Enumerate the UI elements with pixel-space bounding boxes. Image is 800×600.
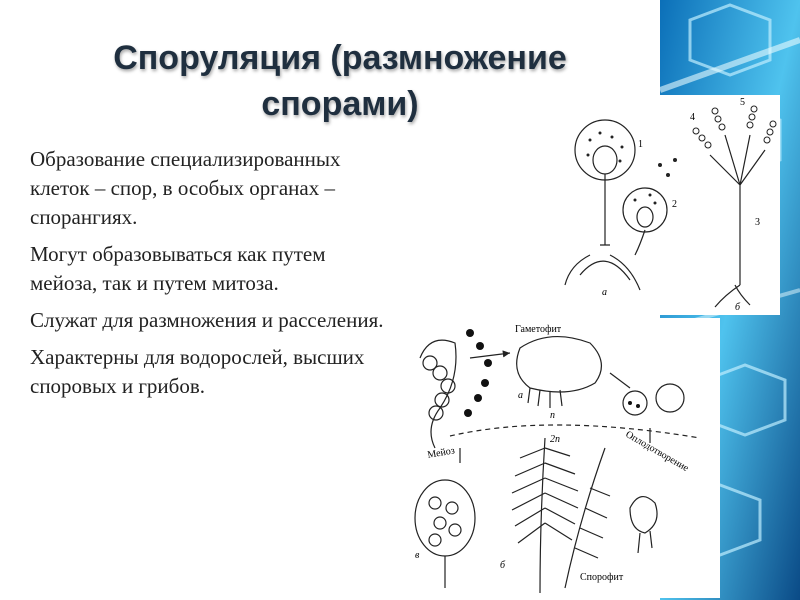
label-b-sporophyte: б (500, 560, 506, 571)
label-v: в (415, 550, 420, 561)
label-fertilization: Оплодотворение (623, 429, 691, 475)
label-a: а (602, 287, 607, 298)
label-gametophyte: Гаметофит (515, 324, 562, 335)
label-num-4: 4 (690, 112, 695, 123)
body-text (30, 145, 390, 409)
paragraph-4: Характерны для водорослей, высших споровых и грибов. (30, 345, 365, 398)
sporangia-illustration (550, 95, 780, 315)
label-num-5: 5 (740, 97, 745, 108)
label-n: n (550, 410, 555, 421)
paragraph-1: Образование специализированных клеток – спор, в особых органах – спорангиях. (30, 147, 341, 229)
label-num-1: 1 (638, 139, 643, 150)
label-meiosis: Мейоз (426, 445, 456, 461)
fern-life-cycle-illustration (400, 318, 720, 598)
slide-title-line2: спорами) (261, 85, 419, 123)
paragraph-3: Служат для размножения и расселения. (30, 308, 384, 332)
paragraph-2: Могут образовываться как путем мейоза, так и путем митоза. (30, 242, 326, 295)
label-num-3: 3 (755, 217, 760, 228)
label-num-2: 2 (672, 199, 677, 210)
label-b: б (735, 302, 741, 313)
slide-title-line1: Споруляция (размножение (113, 39, 567, 77)
label-2n: 2n (550, 434, 560, 445)
label-sporophyte: Спорофит (580, 572, 624, 583)
label-a-gametophyte: а (518, 390, 523, 401)
